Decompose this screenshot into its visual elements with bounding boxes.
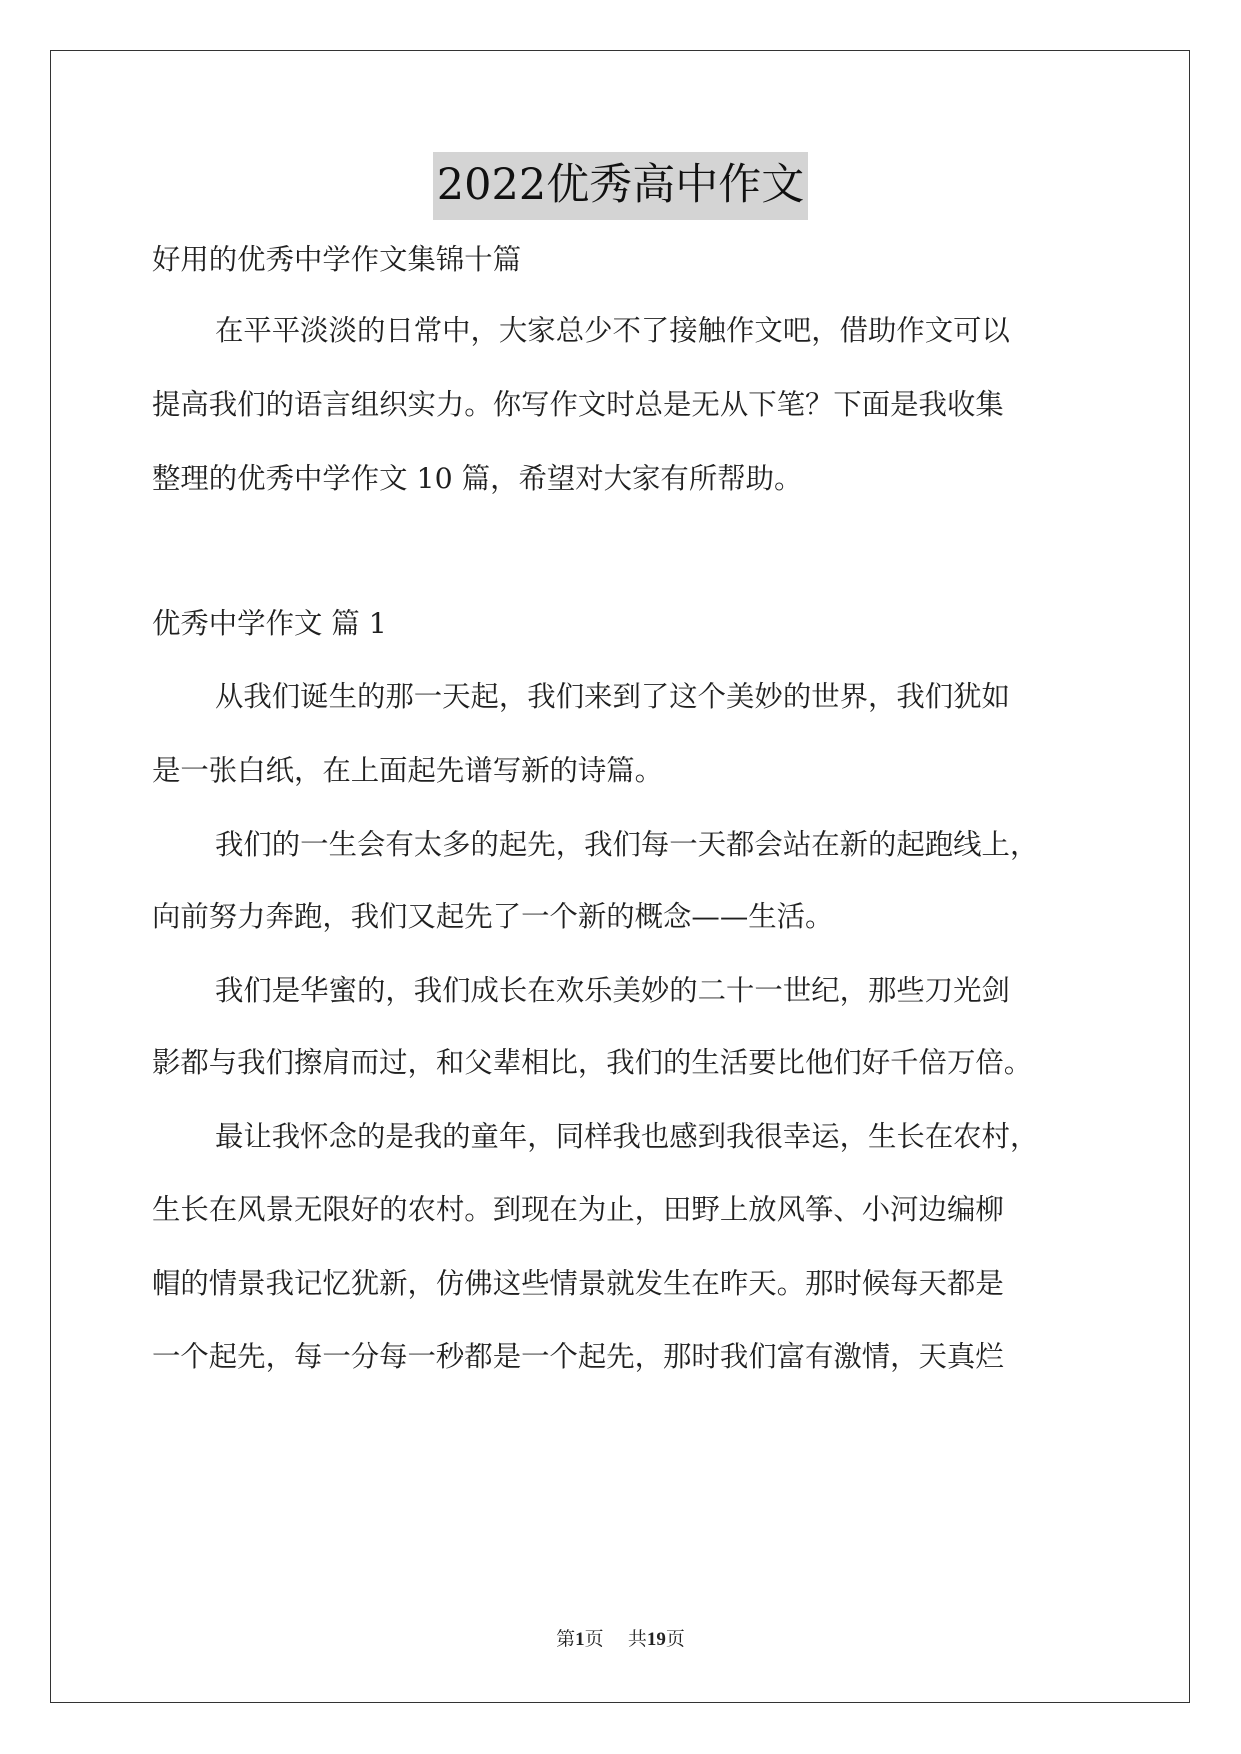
body-line-3: 我们的一生会有太多的起先，我们每一天都会站在新的起跑线上， <box>215 828 1039 861</box>
body-line-8: 生长在风景无限好的农村。到现在为止，田野上放风筝、小河边编柳 <box>152 1193 1004 1226</box>
intro-line-2: 提高我们的语言组织实力。你写作文时总是无从下笔？下面是我收集 <box>152 388 1004 421</box>
body-line-7: 最让我怀念的是我的童年，同样我也感到我很幸运，生长在农村， <box>215 1120 1039 1153</box>
body-line-9: 帽的情景我记忆犹新，仿佛这些情景就发生在昨天。那时候每天都是 <box>152 1267 1004 1300</box>
intro-line-1: 在平平淡淡的日常中，大家总少不了接触作文吧，借助作文可以 <box>215 314 1010 347</box>
document-title: 2022优秀高中作文 <box>433 152 808 220</box>
body-line-5: 我们是华蜜的，我们成长在欢乐美妙的二十一世纪，那些刀光剑 <box>215 974 1010 1007</box>
title-wrap <box>0 152 1241 220</box>
footer-total-number: 19 <box>646 1629 666 1650</box>
subtitle: 好用的优秀中学作文集锦十篇 <box>152 243 522 276</box>
body-line-1: 从我们诞生的那一天起，我们来到了这个美妙的世界，我们犹如 <box>215 680 1010 713</box>
page-footer <box>0 1626 1241 1653</box>
page-border <box>50 50 1190 1703</box>
section-heading: 优秀中学作文 篇 1 <box>152 607 387 640</box>
intro-line-3: 整理的优秀中学作文 10 篇，希望对大家有所帮助。 <box>152 462 803 495</box>
body-line-6: 影都与我们擦肩而过，和父辈相比，我们的生活要比他们好千倍万倍。 <box>152 1046 1033 1079</box>
footer-page-number: 1 <box>575 1629 585 1650</box>
body-line-4: 向前努力奔跑，我们又起先了一个新的概念——生活。 <box>152 900 834 933</box>
footer-total-prefix: 共 <box>627 1628 647 1650</box>
body-line-2: 是一张白纸，在上面起先谱写新的诗篇。 <box>152 754 664 787</box>
footer-page-suffix: 页 <box>584 1628 604 1650</box>
footer-page-prefix: 第 <box>556 1628 576 1650</box>
body-line-10: 一个起先，每一分每一秒都是一个起先，那时我们富有激情，天真烂 <box>152 1340 1004 1373</box>
footer-total-suffix: 页 <box>665 1628 685 1650</box>
